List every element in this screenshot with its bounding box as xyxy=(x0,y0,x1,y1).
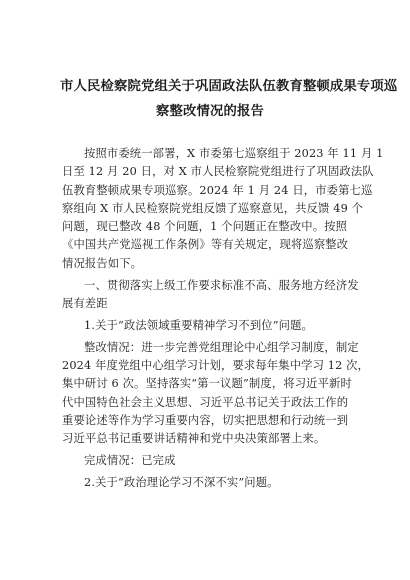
text-line: 察组向 X 市人民检察院党组反馈了巡察意见，共反馈 49 个 xyxy=(62,201,364,215)
intro-paragraph xyxy=(62,145,384,273)
document-body xyxy=(62,145,384,492)
text-line: 2.关于“政治理论学习不深不实”问题。 xyxy=(84,476,279,490)
section-heading xyxy=(62,277,359,314)
text-line: 情况报告如下。 xyxy=(62,256,143,270)
text-line: 完成情况：已完成 xyxy=(84,454,176,468)
text-line: 问题，现已整改 48 个问题，1 个问题正在整改中。按照 xyxy=(62,220,348,234)
text-line: 一、贯彻落实上级工作要求标准不高、服务地方经济发 xyxy=(84,278,359,292)
text-line: 日至 12 月 20 日，对 X 市人民检察院党组进行了巩固政法队 xyxy=(62,165,374,179)
rectification-paragraph xyxy=(62,339,370,449)
document-title xyxy=(60,74,398,124)
text-line: 2024 年度党组中心组学习计划，要求每年集中学习 12 次， xyxy=(62,359,370,373)
text-line: 重要论述等作为学习重要内容，切实把思想和行动统一到 xyxy=(62,413,349,427)
text-line: 代中国特色社会主义思想、习近平总书记关于政法工作的 xyxy=(62,395,349,409)
text-line: 按照市委统一部署，X 市委第七巡察组于 2023 年 11 月 1 xyxy=(84,147,384,160)
issue-heading xyxy=(62,317,356,335)
text-line: 伍教育整顿成果专项巡察。2024 年 1 月 24 日，市委第七巡 xyxy=(62,183,373,197)
text-line: 习近平总书记重要讲话精神和党中央决策部署上来。 xyxy=(62,432,326,446)
title-line: 察整改情况的报告 xyxy=(156,104,264,119)
title-line: 市人民检察院党组关于巩固政法队伍教育整顿成果专项巡 xyxy=(60,79,398,94)
text-line: 《中国共产党巡视工作条例》等有关规定，现将巡察整改 xyxy=(62,238,349,252)
text-line: 1.关于“政法领域重要精神学习不到位”问题。 xyxy=(84,318,313,332)
text-line: 展有差距 xyxy=(62,296,108,310)
text-line: 整改情况：进一步完善党组理论中心组学习制度，制定 xyxy=(84,340,359,354)
issue-heading xyxy=(62,474,356,492)
completion-status xyxy=(62,452,356,470)
text-line: 集中研讨 6 次。坚持落实“第一议题”制度，将习近平新时 xyxy=(62,377,352,391)
